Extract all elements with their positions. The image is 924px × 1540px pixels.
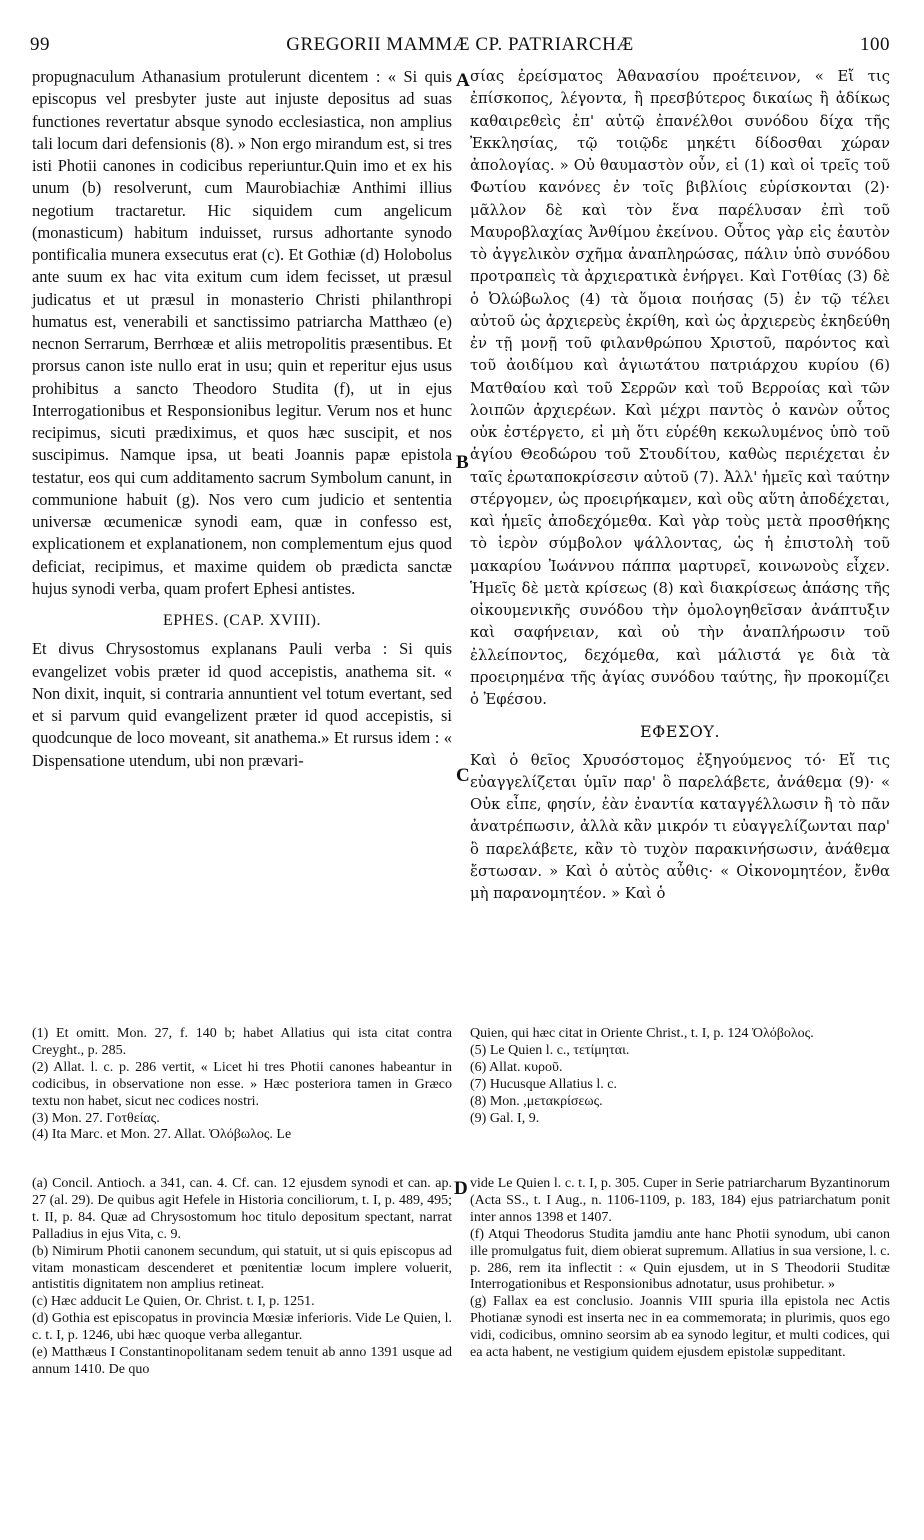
numbered-footnotes-right (470, 1026, 890, 1127)
footnote: Quien, qui hæc citat in Oriente Christ., t. I, p. 124 Ὀλόβολος. (470, 1026, 814, 1041)
greek-paragraph: Καὶ ὁ θεῖος Χρυσόστομος ἐξηγούμενος τό· Εἴ τις εὐαγγελίζεται ὑμῖν παρ' ὃ παρελάβετε, ἀνάθεμα (9)· « Οὐκ εἶπε, φησίν, ἐὰν ἐναντία καταγγέλλωσιν ἢ τὸ πᾶν ἀνατρέπωσιν, ἀλλὰ κἂν μικρόν τι εὐαγγελίζωνται παρ' ὃ παρελάβετε, κἂν τὸ τυχὸν παρακινήσωσιν, ἀνάθεμα ἔστωσαν. » Καὶ ὁ αὐτὸς αὖθις· « Οἰκονομητέον, ἔνθα μὴ παρανομητέον. » Καὶ ὁ (470, 751, 890, 902)
latin-section-heading: EPHES. (CAP. XVIII). (163, 612, 321, 629)
footnote: (4) Ita Marc. et Mon. 27. Allat. Ὀλόβωλος. Le (32, 1127, 292, 1143)
footnote: (g) Fallax ea est conclusio. Joannis VIII spuria illa epistola nec Actis Photianæ synodi est inserta nec in ea commemorata; in plurimis, quos ego vidi, codicibus, omnino seorsim ab ea synodo legitur, et multi codices, qui ea acta habent, ne vestigium quidem ejusdem epistolæ suppeditant. (470, 1294, 890, 1361)
footnote: (6) Allat. κυροῦ. (470, 1059, 563, 1075)
margin-mark-a: A (456, 70, 470, 91)
footnote: (9) Gal. I, 9. (470, 1110, 540, 1126)
footnote: (e) Matthæus I Constantinopolitanam sedem tenuit ab anno 1391 usque ad annum 1410. De quo (32, 1345, 452, 1377)
latin-paragraph: Et divus Chrysostomus explanans Pauli verba : Si quis evangelizet vobis præter id quod accepistis, anathema sit. « Non dixit, inquit, si contraria annuntient vel totum evertant, sed et si parvum quid evangelizent præter id quod accepistis, si quodcunque de loco moveant, sit anathema.» Et rursus idem : « Dispensatione utendum, ubi non prævari- (32, 639, 452, 770)
margin-mark-d: D (454, 1178, 468, 1199)
footnote: (8) Mon. ,μετακρίσεως. (470, 1093, 603, 1109)
latin-paragraph: propugnaculum Athanasium protulerunt dicentem : « Si quis episcopus vel presbyter juste aut injuste depositus ad suas functiones revertatur absque synodo ecclesiastica, non amplius tali locum dari defensionis (8). » Non ergo mirandum est, si tres isti Photii canones in codicibus reperiuntur.Quin imo et ex his unum (b) resolverunt, cum Maurobiachiæ Anthimi illius negotium tractaretur. Hic siquidem cum angelicum (monasticum) habitum induisset, rursus adhortante synodo pontificalia munera exsecutus erat (c). Et Gothiæ (d) Holobolus ante suum ex hac vita exitum cum idem fecisset, ut præsul judicatus et ut præsul in monasterio Christi philanthropi humatus est, venerabili et sanctissimo patriarcha Matthæo (e) necnon Serrarum, Berrhœæ et aliis metropolitis præsentibus. Et prorsus canon iste nullo erat in usu; quin et reperitur ejus usus prohibitus a sancto Theodoro Studita (f), ut in ejus Interrogationibus et Responsionibus legitur. Verum nos et hunc recipimus, sicuti prædiximus, et quos hæc suscipit, et nos suscipimus. Namque ipsa, ut beati Joannis papæ epistola testatur, eos qui cum additamento sacrum Symbolum canunt, in communione habuit (g). Nos vero cum judicio et sententia universæ œcumenicæ synodi eam, quæ in confesso est, explicationem et explanationem, non complementum ejus quod deficiat, recipimus, et maxime quidem ob prædicta sanctæ hujus synodi verba, quam profert Ephesi antistes. (32, 67, 452, 598)
footnote: (5) Le Quien l. c., τετίμηται. (470, 1042, 630, 1058)
margin-mark-c: C (456, 765, 470, 786)
page-number-right: 100 (860, 34, 890, 55)
greek-section-heading: ΕΦΕΣΟΥ. (639, 722, 721, 742)
footnote: (1) Et omitt. Mon. 27, f. 140 b; habet Allatius qui ista citat contra Creyght., p. 285. (32, 1026, 452, 1058)
page-header (30, 34, 890, 58)
footnote: (d) Gothia est episcopatus in provincia Mœsiæ inferioris. Vide Le Quien, l. c. t. I, p. 1246, ubi hæc quoque verba allegantur. (32, 1311, 452, 1344)
footnote: (a) Concil. Antioch. a 341, can. 4. Cf. can. 12 ejusdem synodi et can. ap. 27 (al. 29). De quibus agit Hefele in Historia conciliorum, t. I, p. 489, 495; t. II, p. 84. Quæ ad Chrysostomum hoc titulo depositum spectant, narrat Palladius in ejus Vita, c. 9. (32, 1176, 452, 1242)
footnote: (2) Allat. l. c. p. 286 vertit, « Licet hi tres Photii canones habeantur in codicibus, in observatione non esse. » Hæc posteriora tamen in Græco textu non habet, sicut nec codices nostri. (32, 1059, 452, 1109)
footnote: (b) Nimirum Photii canonem secundum, qui statuit, ut si quis episcopus ad vitam monasticam descenderet et pœnitentiæ locum implere voluerit, antistitis dignitatem non amplius retineat. (32, 1243, 452, 1293)
margin-mark-b: B (456, 452, 469, 473)
footnote: (f) Atqui Theodorus Studita jamdiu ante hanc Photii synodum, ubi canon ille promulgatus fuit, diem obierat supremum. Allatius in sua versione, l. c. p. 286, rem ita inflectit : « Quin ejusdem, ut in S Theodorii Studitæ Interrogationibus et Responsionibus adnotatur, usus prohibetur. » (470, 1226, 890, 1293)
footnote: (3) Mon. 27. Γοτθείας. (32, 1110, 160, 1126)
numbered-footnotes-left (32, 1026, 452, 1144)
lettered-footnotes-right (470, 1176, 890, 1362)
footnote: (c) Hæc adducit Le Quien, Or. Christ. t. I, p. 1251. (32, 1294, 315, 1310)
footnote: (7) Hucusque Allatius l. c. (470, 1076, 617, 1092)
greek-column (470, 66, 890, 905)
latin-column (32, 66, 452, 772)
running-title: GREGORII MAMMÆ CP. PATRIARCHÆ (286, 34, 634, 55)
page-number-left: 99 (30, 34, 50, 55)
greek-paragraph: σίας ἐρείσματος Ἀθανασίου προέτεινον, « Εἴ τις ἐπίσκοπος, λέγοντα, ἢ πρεσβύτερος δικαίως ἢ ἀδίκως καθαιρεθεὶς ἐπ' αὐτῷ ἐπανέλθοι συνόδου δίχα τῆς Ἐκκλησίας, τῷ τοιῷδε μηκέτι δίδοσθαι χώραν ἀπολογίας. » Οὐ θαυμαστὸν οὖν, εἰ (1) καὶ οἱ τρεῖς τοῦ Φωτίου κανόνες ἐν τοῖς βιβλίοις εὑρίσκονται (2)· μᾶλλον δὲ καὶ τὸν ἕνα παρέλυσαν ἐπὶ τοῦ Μαυροβλαχίας Ἀνθίμου ἐκείνου. Οὗτος γὰρ εἰς ἑαυτὸν τὸ ἀγγελικὸν σχῆμα ἀναπληρώσας, πάλιν ὑπὸ συνόδου προτραπεὶς τὰ ἀρχιερατικὰ ἐνήργει. Καὶ Γοτθίας (3) δὲ ὁ Ὀλώβωλος (4) τὰ ὅμοια ποιήσας (5) ἐν τῷ τέλει αὐτοῦ ὡς ἀρχιερεὺς ἐκρίθη, καὶ ὡς ἀρχιερεὺς ἐκηδεύθη ἐν τῇ μονῇ τοῦ φιλανθρώπου Χριστοῦ, παρόντος καὶ τοῦ ἀοιδίμου καὶ ἁγιωτάτου πατριάρχου κυρίου (6) Ματθαίου καὶ τοῦ Σερρῶν καὶ τοῦ Βερροίας καὶ τῶν λοιπῶν ἀρχιερέων. Καὶ μέχρι παντὸς ὁ κανὼν οὗτος οὐκ ἐστέργετο, εἰ μὴ ὅτι εὑρέθη κεκωλυμένος ὑπὸ τοῦ ἁγίου Θεοδώρου τοῦ Στουδίτου, καθὼς περιέχεται ἐν ταῖς ἐρωταποκρίσεσιν αὐτοῦ (7). Ἀλλ' ἡμεῖς καὶ ταύτην στέργομεν, ὡς προειρήκαμεν, καὶ οὓς αὕτη ἀποδέχεται, καὶ ἡμεῖς ἀποδεχόμεθα. Καὶ γὰρ τοὺς μετὰ προσθήκης τὸ ἱερὸν σύμβολον ψάλλοντας, ὡς ἡ ἐπιστολὴ τοῦ μακαρίου Ἰωάννου πάππα μαρτυρεῖ, κοινωνοὺς εἶχεν. Ἡμεῖς δὲ μετὰ κρίσεως (8) καὶ διακρίσεως ἁπάσης τῆς οἰκουμενικῆς συνόδου τὴν ὁμολογηθεῖσαν ἀνάπτυξιν καὶ σαφήνειαν, καὶ οὐ τὴν ἀναπλήρωσιν τοῦ ἐλλείποντος, δεχόμεθα, καὶ μάλιστά γε διὰ τὰ προειρημένα τῆς ἁγίας συνόδου ταύτης, ἣν προκομίζει ὁ Ἐφέσου. (470, 68, 890, 708)
lettered-footnotes-left (32, 1176, 452, 1379)
footnote: vide Le Quien l. c. t. I, p. 305. Cuper in Serie patriarcharum Byzantinorum (Acta SS., t. I Aug., n. 1106-1109, p. 183, 184) ejus patriarchatum ponit inter annos 1398 et 1407. (470, 1176, 890, 1225)
